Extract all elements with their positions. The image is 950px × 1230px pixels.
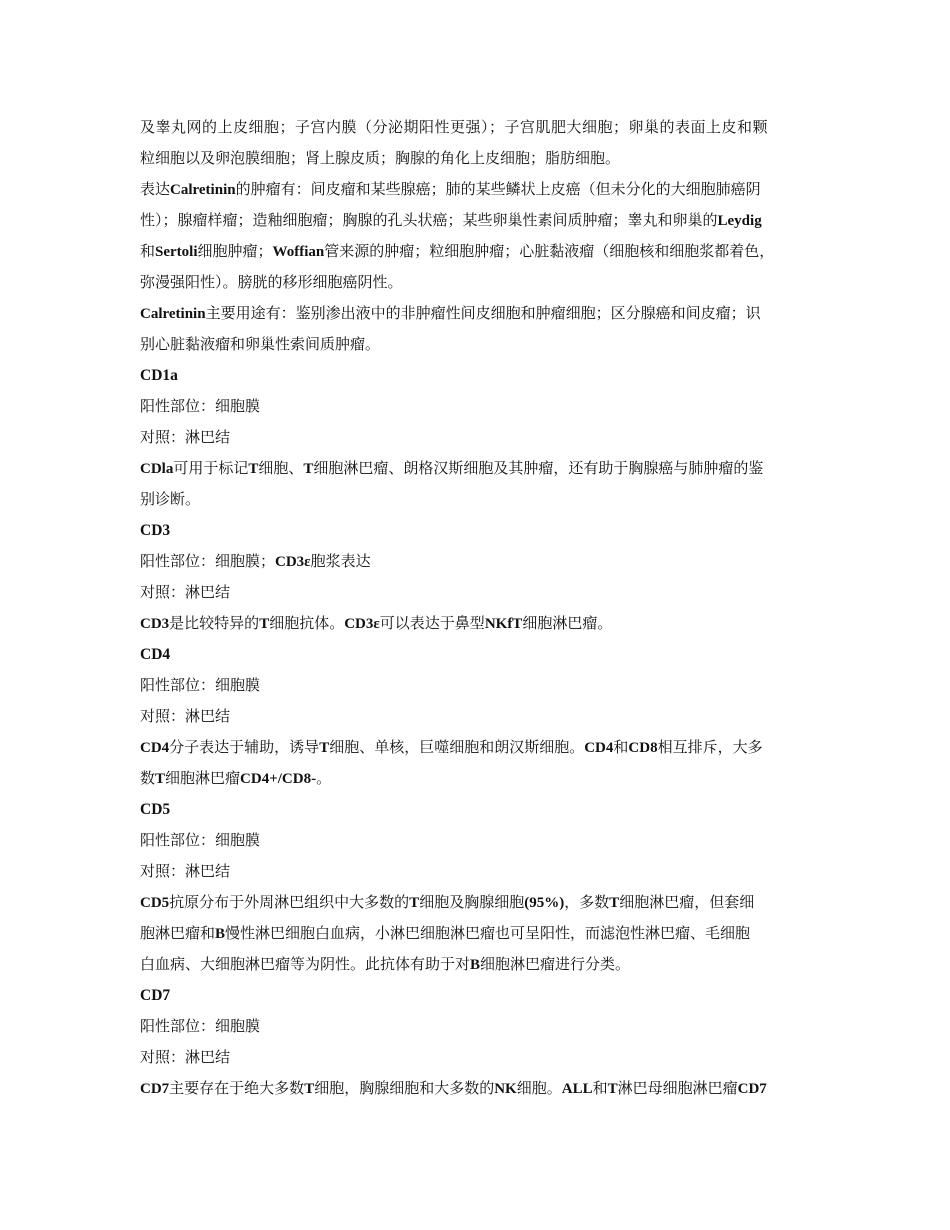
paragraph-line: 表达Calretinin的肿瘤有：间皮瘤和某些腺癌；肺的某些鳞状上皮癌（但未分化的大细胞肺癌阴 <box>140 180 761 198</box>
paragraph-line: 对照：淋巴结 <box>140 1048 231 1066</box>
paragraph-line: Calretinin主要用途有：鉴别渗出液中的非肿瘤性间皮细胞和肿瘤细胞；区分腺癌和间皮瘤；识 <box>140 304 761 322</box>
paragraph-line: 和Sertoli细胞肿瘤；Woffian管来源的肿瘤；粒细胞肿瘤；心脏黏液瘤（细胞核和细胞浆都着色， <box>140 242 775 260</box>
paragraph-line: CD7主要存在于绝大多数T细胞，胸腺细胞和大多数的NK细胞。ALL和T淋巴母细胞淋巴瘤CD7 <box>140 1079 767 1097</box>
paragraph-line: 对照：淋巴结 <box>140 862 231 880</box>
paragraph-line: 阳性部位：细胞膜 <box>140 676 261 694</box>
paragraph-line: 对照：淋巴结 <box>140 707 231 725</box>
paragraph-line: 别心脏黏液瘤和卵巢性索间质肿瘤。 <box>140 335 381 353</box>
paragraph-line: 性）；腺瘤样瘤；造釉细胞瘤；胸腺的孔头状癌；某些卵巢性素间质肿瘤；睾丸和卵巢的Leydig <box>140 211 762 229</box>
paragraph-line: 别诊断。 <box>140 490 201 508</box>
section-heading-cd5: CD5 <box>140 801 171 818</box>
paragraph-line: CD3是比较特异的T细胞抗体。CD3ε可以表达于鼻型NKfT细胞淋巴瘤。 <box>140 614 613 632</box>
section-heading-cd3: CD3 <box>140 522 171 539</box>
paragraph-line: CD4分子表达于辅助，诱导T细胞、单核，巨噬细胞和朗汉斯细胞。CD4和CD8相互排斥，大多 <box>140 738 763 756</box>
document-page <box>140 112 812 1104</box>
section-heading-cd4: CD4 <box>140 646 171 663</box>
paragraph-line: 阳性部位：细胞膜；CD3ε胞浆表达 <box>140 552 371 570</box>
paragraph-line: 及睾丸网的上皮细胞；子宫内膜（分泌期阳性更强）；子宫肌肥大细胞；卵巢的表面上皮和颗 <box>140 118 769 136</box>
paragraph-line: 弥漫强阳性）。膀胱的移形细胞癌阴性。 <box>140 273 403 291</box>
section-heading-cd7: CD7 <box>140 987 171 1004</box>
paragraph-line: 阳性部位：细胞膜 <box>140 1017 261 1035</box>
paragraph-line: 胞淋巴瘤和B慢性淋巴细胞白血病，小淋巴细胞淋巴瘤也可呈阳性，而滤泡性淋巴瘤、毛细胞 <box>140 924 751 942</box>
paragraph-line: 对照：淋巴结 <box>140 583 231 601</box>
paragraph-line: CDla可用于标记T细胞、T细胞淋巴瘤、朗格汉斯细胞及其肿瘤，还有助于胸腺癌与肺肿瘤的鉴 <box>140 459 764 477</box>
paragraph-line: 阳性部位：细胞膜 <box>140 397 261 415</box>
section-heading-cd1a: CD1a <box>140 367 178 384</box>
paragraph-line: 对照：淋巴结 <box>140 428 231 446</box>
paragraph-line: 阳性部位：细胞膜 <box>140 831 261 849</box>
paragraph-line: 粒细胞以及卵泡膜细胞；肾上腺皮质；胸腺的角化上皮细胞；脂肪细胞。 <box>140 149 621 167</box>
paragraph-line: 数T细胞淋巴瘤CD4+/CD8-。 <box>140 769 332 787</box>
paragraph-line: 白血病、大细胞淋巴瘤等为阴性。此抗体有助于对B细胞淋巴瘤进行分类。 <box>140 955 631 973</box>
paragraph-line: CD5抗原分布于外周淋巴组织中大多数的T细胞及胸腺细胞(95%)，多数T细胞淋巴瘤，但套细 <box>140 893 755 911</box>
